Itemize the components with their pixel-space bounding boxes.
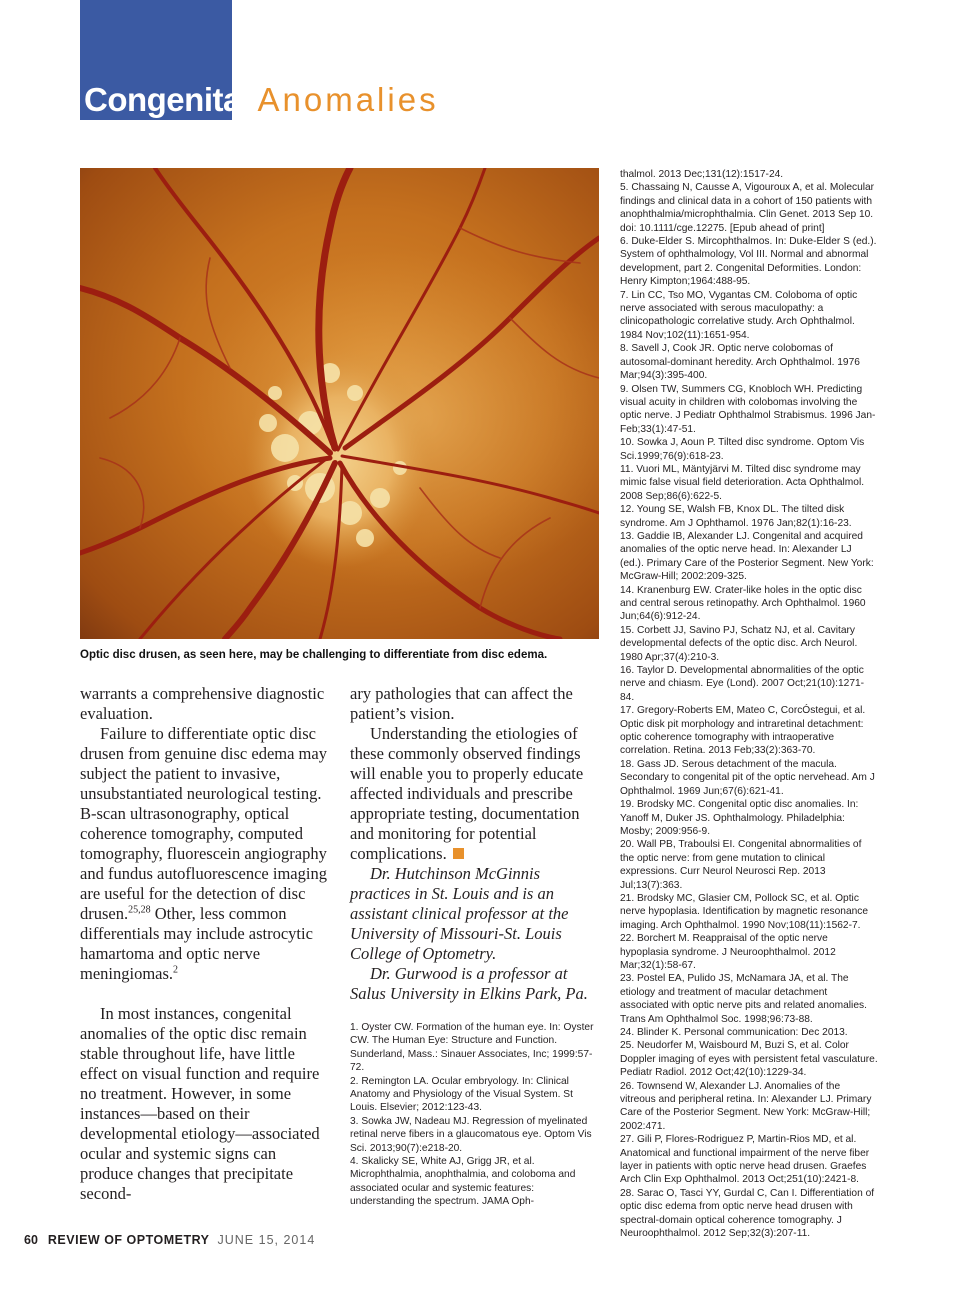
reference-item: 6. Duke-Elder S. Mircophthalmos. In: Duke-Elder S (ed.). System of ophthalmology, Vol III. Normal and abnormal development, part 2. Congenital Deformities. London: Henry Kimpton;1964:488-95.: [620, 236, 877, 288]
reference-item: 17. Gregory-Roberts EM, Mateo C, CorcÓstegui, et al. Optic disk pit morphology and intraretinal detachment: optic coherence tomography with intraoperative correlation. Retina. 2013 Feb;33(2):363-70.: [620, 705, 866, 757]
reference-item: 12. Young SE, Walsh FB, Knox DL. The tilted disk syndrome. Am J Ophthamol. 1976 Jan;82(1):16-23.: [620, 504, 852, 529]
references-column-3: [620, 168, 878, 1241]
paragraph-text: Other, less common differentials may include astrocytic hamartoma and optic nerve meningiomas.: [80, 904, 313, 983]
reference-item: 21. Brodsky MC, Glasier CM, Pollock SC, et al. Optic nerve hypoplasia. Identification by magnetic resonance imaging. Arch Ophthalmol. 1990 Nov;108(11):1562-7.: [620, 892, 869, 931]
reference-item: 20. Wall PB, Traboulsi EI. Congenital abnormalities of the optic nerve: from gene mutation to clinical expressions. Curr Neurol Neurosci Rep. 2013 Jul;13(7):363.: [620, 839, 862, 891]
reference-item: thalmol. 2013 Dec;131(12):1517-24.: [620, 169, 784, 180]
reference-item: 1. Oyster CW. Formation of the human eye. In: Oyster CW. The Human Eye: Structure and Function. Sunderland, Mass.: Sinauer Associates, Inc; 1999:57-72.: [350, 1022, 594, 1074]
reference-item: 26. Townsend W, Alexander LJ. Anomalies of the vitreous and peripheral retina. In: Alexander LJ. Primary Care of the Posterior Segment. New York: McGraw-Hill; 2002:471.: [620, 1080, 872, 1132]
reference-item: 18. Gass JD. Serous detachment of the macula. Secondary to congenital pit of the optic nervehead. Am J Ophthalmol. 1969 Jun;67(6):621-41.: [620, 758, 875, 797]
reference-item: 3. Sowka JW, Nadeau MJ. Regression of myelinated retinal nerve fibers in a glaucomatous eye. Optom Vis Sci. 2013;90(7):e218-20.: [350, 1115, 592, 1154]
reference-item: 27. Gili P, Flores-Rodriguez P, Martin-Rios MD, et al. Anatomical and functional impairment of the nerve fiber layer in patients with optic nerve head drusen. Graefes Arch Clin Exp Ophthalmol. 2013 Oct;251(10):2421-8.: [620, 1134, 870, 1186]
reference-item: 15. Corbett JJ, Savino PJ, Schatz NJ, et al. Cavitary developmental defects of the optic disc. Arch Neurol. 1980 Apr;37(4):210-3.: [620, 624, 858, 663]
paragraph: [80, 724, 332, 984]
fundus-photo: [80, 168, 599, 639]
page-number: 60: [24, 1233, 38, 1247]
publication-name: REVIEW OF OPTOMETRY: [47, 1233, 210, 1247]
reference-item: 28. Sarac O, Tasci YY, Gurdal C, Can I. Differentiation of optic disc edema from optic nerve head drusen with spectral-domain optical coherence tomography. J Neuroophthalmol. 2012 Sep;32(3):207-11.: [620, 1187, 875, 1240]
reference-item: 22. Borchert M. Reappraisal of the optic nerve hypoplasia syndrome. J Neuroophthalmol. 2012 Mar;32(1):58-67.: [620, 933, 836, 971]
fundus-illustration: [80, 168, 599, 639]
paragraph: [350, 724, 600, 864]
reference-item: 24. Blinder K. Personal communication: Dec 2013.: [620, 1027, 848, 1038]
reference-item: 4. Skalicky SE, White AJ, Grigg JR, et al. Microphthalmia, anophthalmia, and coloboma and associated ocular and systemic features: understanding the spectrum. JAMA Oph-: [350, 1156, 576, 1208]
body-column-1: [80, 684, 332, 1204]
reference-item: 5. Chassaing N, Causse A, Vigouroux A, et al. Molecular findings and clinical data in a cohort of 150 patients with anophthalmia/microphthalmia. Clin Genet. 2013 Sep 10. doi: 10.1111/cge.12275. [Epub ahead of print]: [620, 182, 875, 234]
reference-item: 8. Savell J, Cook JR. Optic nerve colobomas of autosomal-dominant heredity. Arch Ophthalmol. 1976 Mar;94(3):395-400.: [620, 343, 860, 382]
citation-superscript: 2: [173, 964, 179, 976]
section-title-bold: Congenital: [84, 81, 250, 118]
reference-item: 14. Kranenburg EW. Crater-like holes in the optic disc and central serous retinopathy. Arch Ophthalmol. 1960 Jun;64(6):912-24.: [620, 584, 866, 623]
paragraph-text: Understanding the etiologies of these commonly observed findings will enable you to properly educate affected individuals and prescribe appropriate testing, documentation and monitoring for potential complications.: [350, 724, 584, 863]
reference-item: 7. Lin CC, Tso MO, Vygantas CM. Coloboma of optic nerve associated with serous maculopathy: a clinicopathologic correlative study. Arch Ophthalmol. 1984 Nov;102(11):1651-954.: [620, 289, 858, 341]
page-footer: [24, 1232, 315, 1248]
reference-item: 10. Sowka J, Aoun P. Tilted disc syndrome. Optom Vis Sci.1999;76(9):618-23.: [620, 437, 865, 462]
figure-caption: Optic disc drusen, as seen here, may be challenging to differentiate from disc edema.: [80, 649, 548, 661]
reference-item: 16. Taylor D. Developmental abnormalities of the optic nerve and chiasm. Eye (Lond). 2007 Oct;21(10):1271-84.: [620, 665, 865, 703]
author-bio: Dr. Hutchinson McGinnis practices in St. Louis and is an assistant clinical professor at the University of Missouri-St. Louis College of Optometry.: [350, 864, 569, 963]
reference-item: 11. Vuori ML, Mäntyjärvi M. Tilted disc syndrome may mimic false visual field deterioration. Acta Ophthalmol. 2008 Sep;86(6):622-5.: [620, 463, 865, 502]
paragraph-text: Failure to differentiate optic disc drusen from genuine disc edema may subject the patient to invasive, unsubstantiated neurological testing. B-scan ultrasonography, optical coherence tomography, computed tomography, fluorescein angiography and fundus autofluorescence imaging are useful for the detection of disc drusen.: [80, 724, 327, 923]
reference-item: 13. Gaddie IB, Alexander LJ. Congenital and acquired anomalies of the optic nerve head. In: Alexander LJ (ed.). Primary Care of the Posterior Segment. New York: McGraw-Hill; 2002:209-325.: [620, 530, 874, 583]
end-mark-icon: [453, 848, 464, 859]
reference-item: 23. Postel EA, Pulido JS, McNamara JA, et al. The etiology and treatment of macular detachment associated with optic nerve pits and related anomalies. Trans Am Ophthalmol Soc. 1998;96:73-88.: [620, 973, 867, 1025]
body-column-2: [350, 684, 600, 1004]
section-title-light: Anomalies: [257, 81, 439, 118]
reference-item: 19. Brodsky MC. Congenital optic disc anomalies. In: Yanoff M, Duker JS. Ophthalmology. Philadelphia: Mosby; 2009:956-9.: [620, 799, 859, 837]
paragraph: In most instances, congenital anomalies of the optic disc remain stable throughout life, have little effect on visual function and require no treatment. However, in some instances—based on their developmental etiology—associated ocular and systemic signs can produce changes that precipitate second-: [80, 1004, 320, 1203]
paragraph: ary pathologies that can affect the patient’s vision.: [350, 684, 573, 723]
citation-superscript: 25,28: [128, 904, 151, 916]
reference-item: 9. Olsen TW, Summers CG, Knobloch WH. Predicting visual acuity in children with colobomas involving the optic nerve. J Pediatr Ophthalmol Strabismus. 1996 Jan-Feb;33(1):47-51.: [620, 383, 876, 435]
section-title: [84, 78, 439, 122]
author-bio: Dr. Gurwood is a professor at Salus University in Elkins Park, Pa.: [350, 964, 588, 1003]
issue-date: JUNE 15, 2014: [217, 1233, 316, 1247]
references-column-2: [350, 1021, 600, 1209]
paragraph: warrants a comprehensive diagnostic evaluation.: [80, 684, 325, 723]
reference-item: 2. Remington LA. Ocular embryology. In: Clinical Anatomy and Physiology of the Visual System. St Louis. Elsevier; 2012:123-43.: [350, 1075, 573, 1114]
reference-item: 25. Neudorfer M, Waisbourd M, Buzi S, et al. Color Doppler imaging of eyes with persistent fetal vasculature. Pediatr Radiol. 2012 Oct;42(10):1229-34.: [620, 1040, 878, 1079]
